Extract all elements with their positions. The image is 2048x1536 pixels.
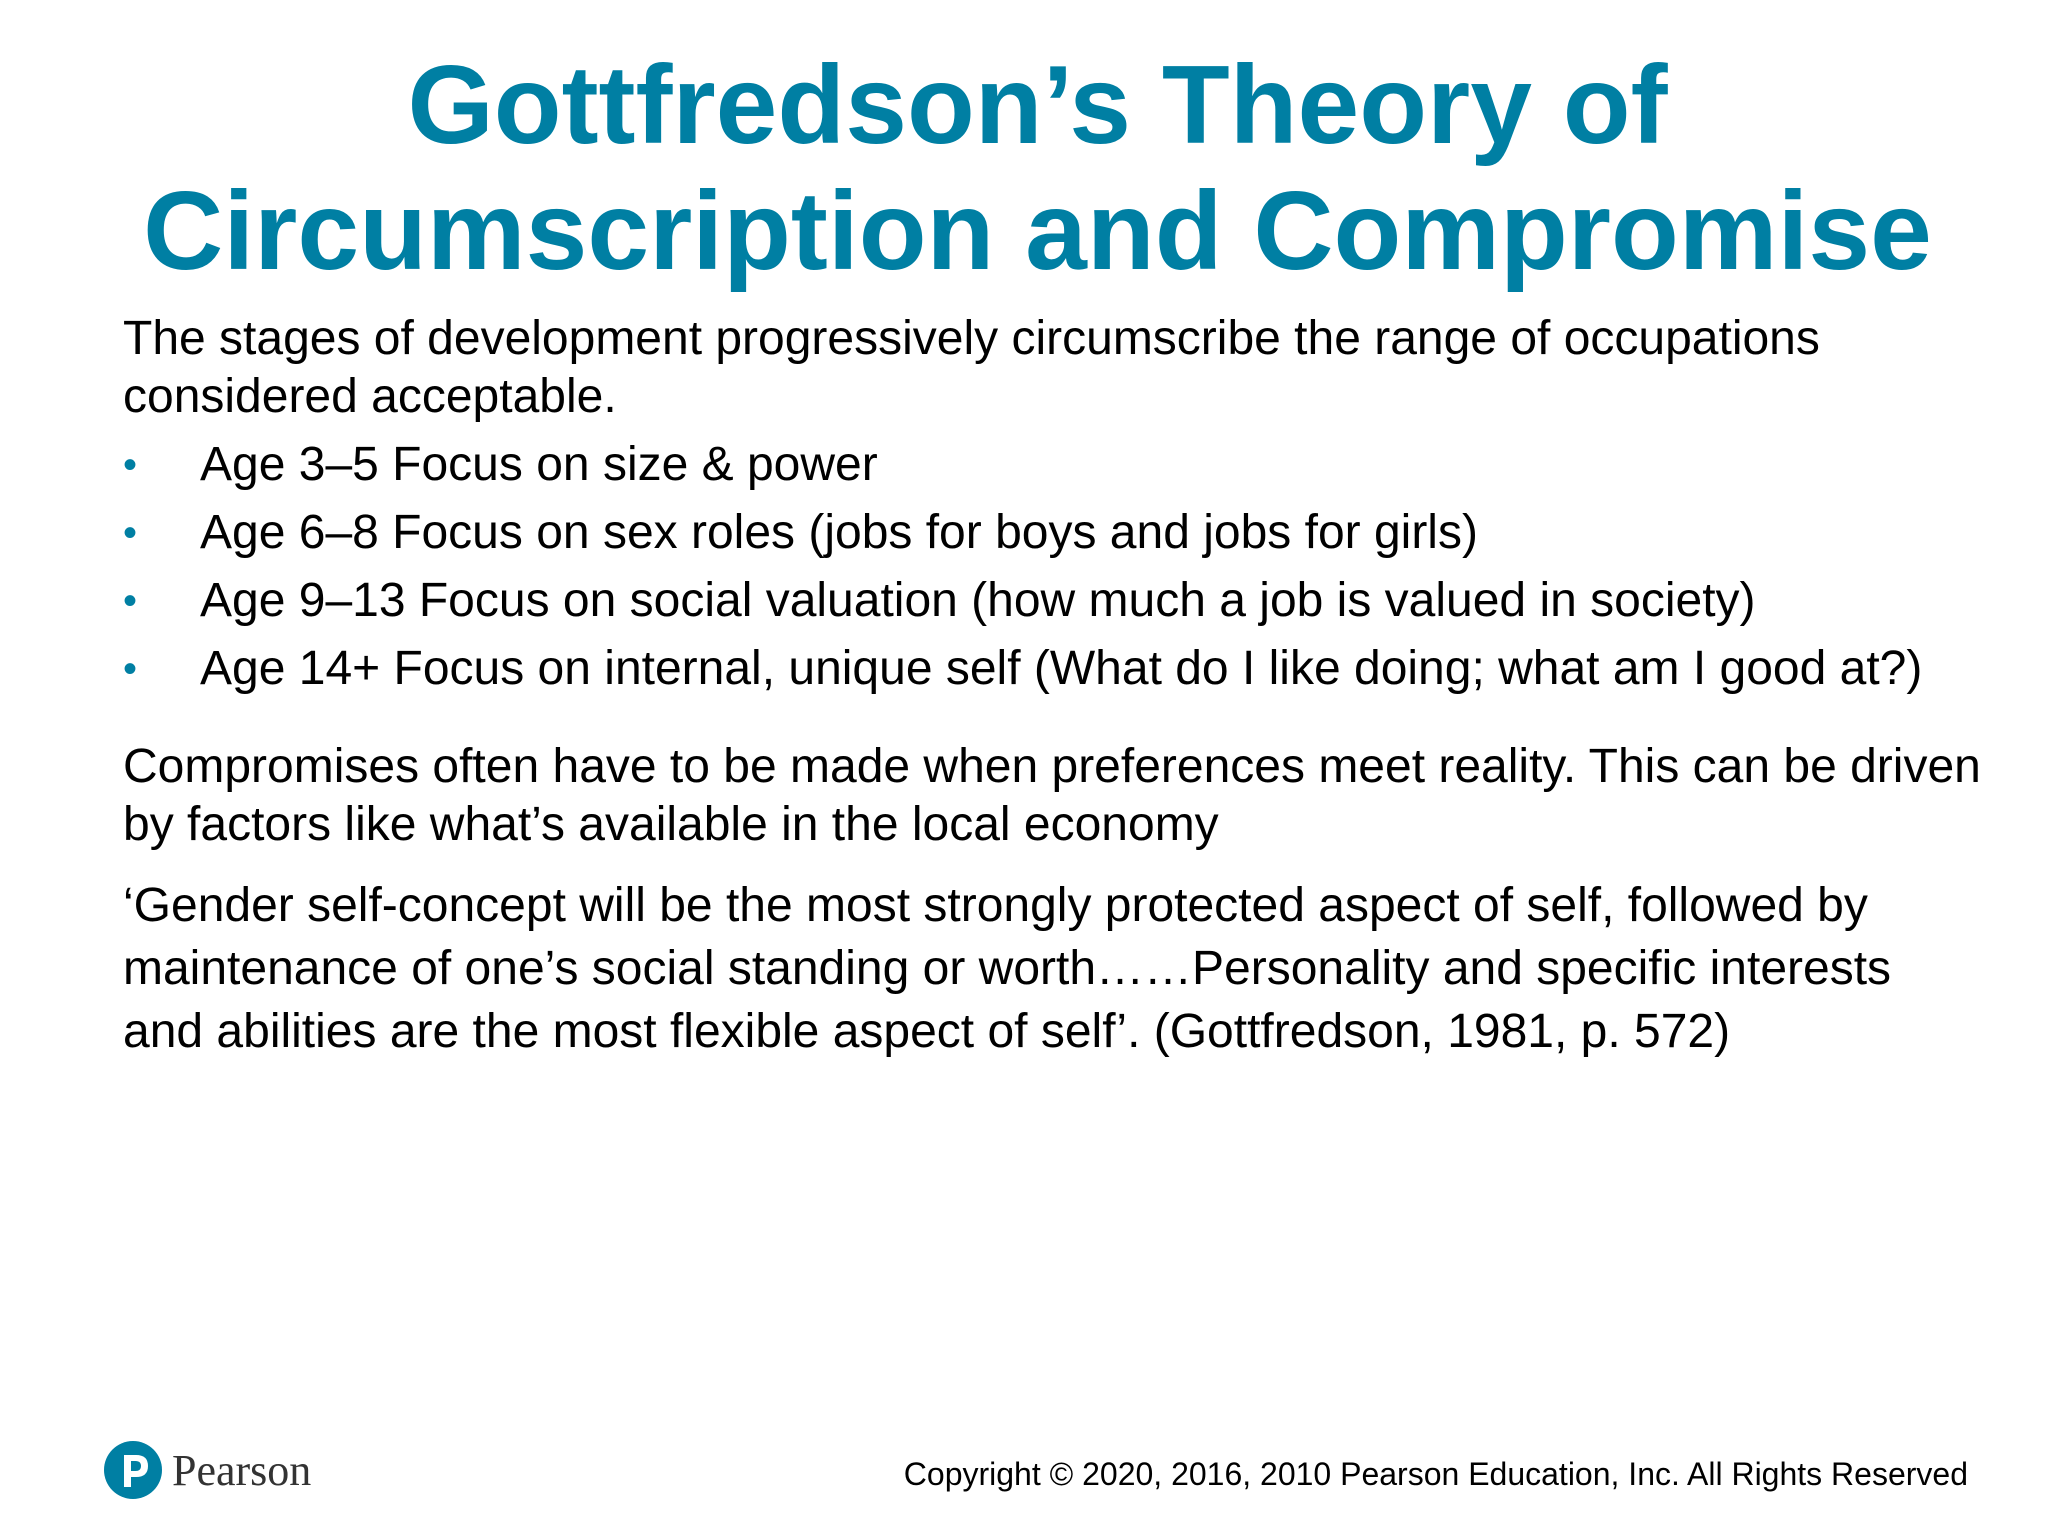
intro-paragraph: The stages of development progressively circumscribe the range of occupations considered acceptable. (123, 312, 1820, 423)
list-item-text: Age 3–5 Focus on size & power (200, 438, 878, 491)
slide-title-line-2: Circumscription and Compromise (143, 169, 1932, 293)
list-item (123, 504, 1983, 562)
list-item (123, 640, 1983, 698)
copyright-notice: Copyright © 2020, 2016, 2010 Pearson Education, Inc. All Rights Reserved (903, 1456, 1968, 1492)
list-item (123, 572, 1983, 630)
age-stage-list (123, 436, 1983, 698)
bullet-icon: • (123, 647, 138, 691)
list-item (123, 436, 1983, 494)
slide-body (123, 310, 1983, 1063)
slide-title-line-1: Gottfredson’s Theory of (407, 43, 1668, 167)
list-item-text: Age 6–8 Focus on sex roles (jobs for boys and jobs for girls) (200, 506, 1478, 559)
pearson-logo (104, 1438, 311, 1502)
compromise-paragraph: Compromises often have to be made when preferences meet reality. This can be driven by factors like what’s available in the local economy (123, 740, 1981, 851)
bullet-icon: • (123, 443, 138, 487)
list-item-text: Age 14+ Focus on internal, unique self (What do I like doing; what am I good at?) (200, 642, 1923, 695)
bullet-icon: • (123, 579, 138, 623)
pearson-logo-icon (104, 1441, 162, 1499)
pearson-logo-text: Pearson (172, 1445, 312, 1495)
slide-title (80, 42, 1995, 294)
quote-paragraph: ‘Gender self-concept will be the most strongly protected aspect of self, followed by maintenance of one’s social standing or worth……Personality and specific interests and abilities are the most flexible aspect of self’. (Gottfredson, 1981, p. 572) (123, 879, 1892, 1058)
list-item-text: Age 9–13 Focus on social valuation (how much a job is valued in society) (200, 574, 1756, 627)
bullet-icon: • (123, 511, 138, 555)
